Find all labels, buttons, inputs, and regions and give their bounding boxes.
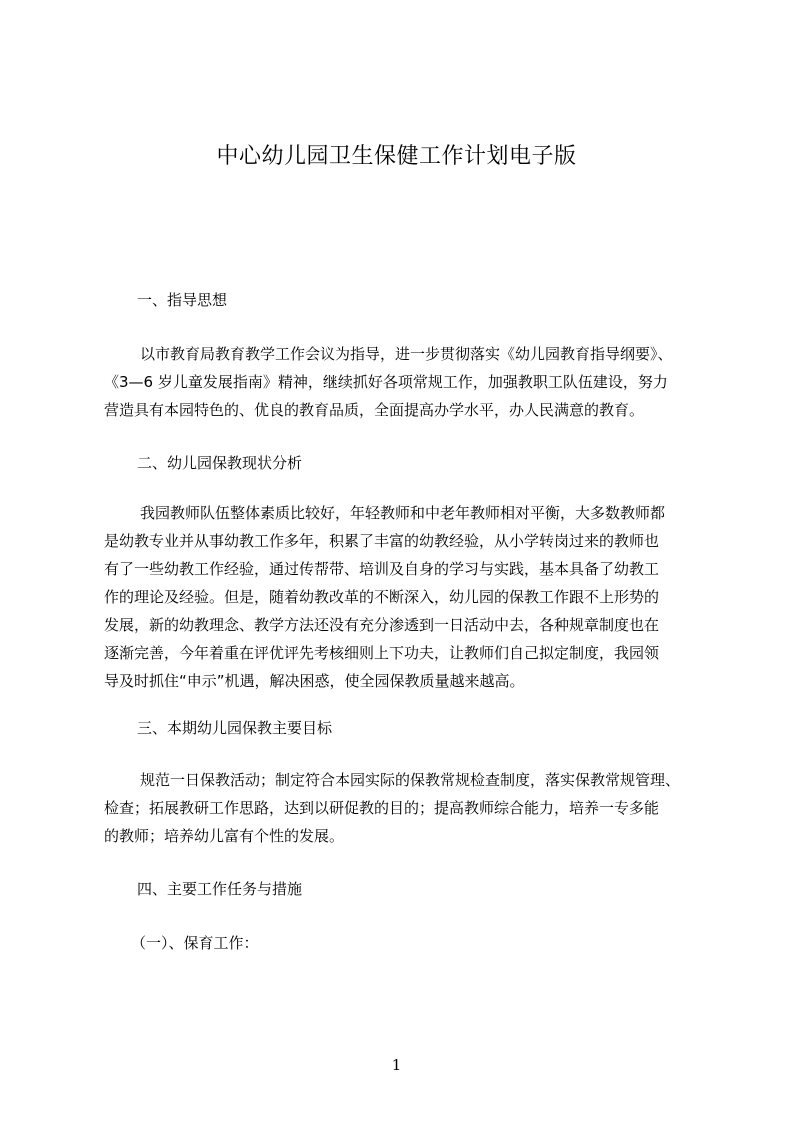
paragraph-line: 检查；拓展教研工作思路，达到以研促教的目的；提高教师综合能力，培养一专多能 <box>104 799 660 817</box>
paragraph-line: 规范一日保教活动；制定符合本园实际的保教常规检查制度，落实保教常规管理、 <box>140 771 681 789</box>
paragraph-line: 导及时抓住“申示”机遇，解决困惑，使全园保教质量越来越高。 <box>104 672 525 690</box>
document-title: 中心幼儿园卫生保健工作计划电子版 <box>216 144 577 169</box>
paragraph-line: 逐渐完善，今年着重在评优评先考核细则上下功夫，让教师们自己拟定制度，我园领 <box>104 644 660 662</box>
section-body-status-analysis <box>104 499 701 695</box>
section-heading-main-goals: 三、本期幼儿园保教主要目标 <box>137 719 333 737</box>
paragraph-line: 营造具有本园特色的、优良的教育品质，全面提高办学水平，办人民满意的教育。 <box>104 401 645 419</box>
paragraph-line: 《3—6 岁儿童发展指南》精神，继续抓好各项常规工作，加强教职工队伍建设，努力 <box>104 373 668 391</box>
section-heading-guiding-ideology: 一、指导思想 <box>137 291 228 309</box>
paragraph-line: 的教师；培养幼儿富有个性的发展。 <box>104 827 345 845</box>
section-heading-status-analysis: 二、幼儿园保教现状分析 <box>137 454 303 472</box>
subheading-care-work: （一）、保育工作： <box>131 934 259 952</box>
section-heading-tasks-measures: 四、主要工作任务与措施 <box>137 880 303 898</box>
paragraph-line: 我园教师队伍整体素质比较好，年轻教师和中老年教师相对平衡，大多数教师都 <box>140 504 666 522</box>
section-body-guiding-ideology <box>104 340 701 424</box>
paragraph-line: 作的理论及经验。但是，随着幼教改革的不断深入，幼儿园的保教工作跟不上形势的 <box>104 588 660 606</box>
paragraph-line: 有了一些幼教工作经验，通过传帮带、培训及自身的学习与实践，基本具备了幼教工 <box>104 560 660 578</box>
paragraph-line: 以市教育局教育教学工作会议为指导，进一步贯彻落实《幼儿园教育指导纲要》、 <box>140 345 673 363</box>
paragraph-line: 发展，新的幼教理念、教学方法还没有充分渗透到一日活动中去，各种规章制度也在 <box>104 616 660 634</box>
section-body-main-goals <box>104 766 701 850</box>
paragraph-line: 是幼教专业并从事幼教工作多年，积累了丰富的幼教经验，从小学转岗过来的教师也 <box>104 532 660 550</box>
page-number: 1 <box>391 1056 402 1074</box>
